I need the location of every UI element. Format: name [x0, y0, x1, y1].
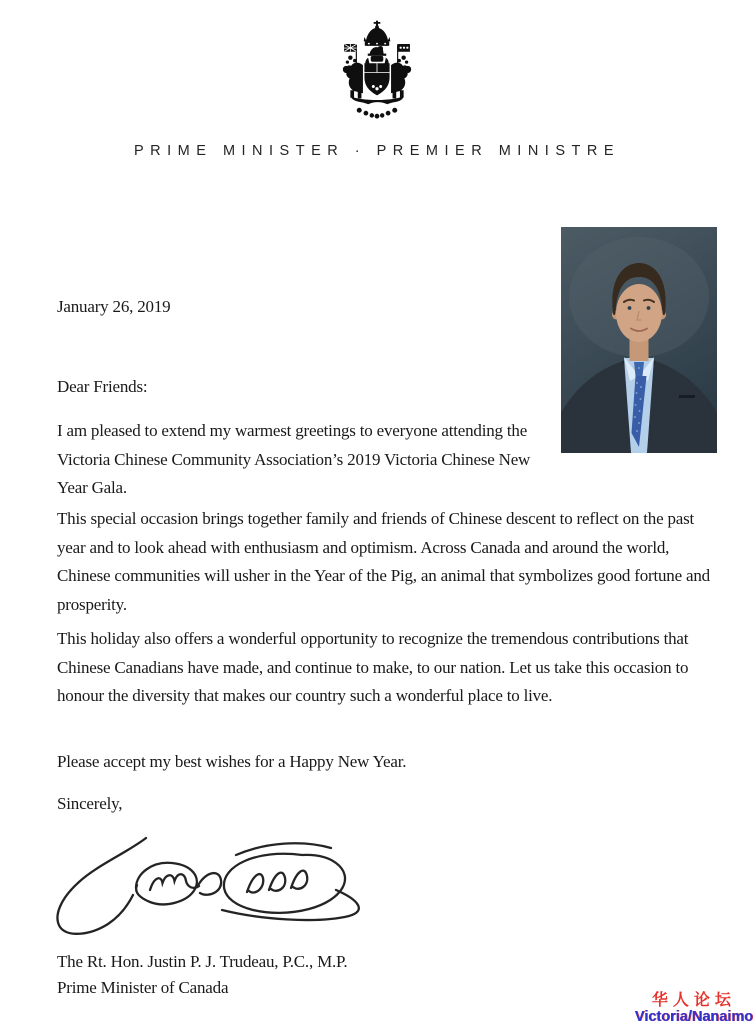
- letter-closing: Sincerely,: [57, 794, 123, 813]
- letter-paragraph-2: This special occasion brings together family and friends of Chinese descent to reflect on the past year and to look ahead with enthusiasm and optimism. Across Canada and around the world, Chinese communities will usher in the Year of the Pig, an animal that symbolizes good fortune and prosperity.: [57, 509, 710, 614]
- trudeau-portrait-image: [561, 227, 717, 453]
- signature-block: [57, 949, 347, 1001]
- portrait-photo: [561, 227, 717, 453]
- signer-title: Prime Minister of Canada: [57, 978, 229, 997]
- watermark: [635, 993, 753, 1025]
- watermark-english-text: Victoria/Nanaimo: [634, 1009, 753, 1025]
- letter-salutation: Dear Friends:: [57, 377, 148, 396]
- letter-date: January 26, 2019: [57, 297, 171, 316]
- canada-coat-of-arms-icon: [340, 20, 414, 122]
- watermark-chinese-text: 华人论坛: [651, 992, 736, 1009]
- signer-name: The Rt. Hon. Justin P. J. Trudeau, P.C., M.P.: [57, 952, 348, 971]
- letter-paragraph-3: This holiday also offers a wonderful opportunity to recognize the tremendous contributions that Chinese Canadians have made, and continue to make, to our nation. Let us take this occasion to honour the diversity that makes our country such a wonderful place to live.: [57, 629, 689, 705]
- signature-image: [50, 830, 372, 946]
- letterhead-title: PRIME MINISTER · PREMIER MINISTRE: [134, 143, 620, 159]
- letter-paragraph-4: Please accept my best wishes for a Happy New Year.: [57, 752, 407, 771]
- letter-paragraph-1: I am pleased to extend my warmest greetings to everyone attending the Victoria Chinese Community Association’s 2019 Victoria Chinese New Year Gala.: [57, 421, 531, 497]
